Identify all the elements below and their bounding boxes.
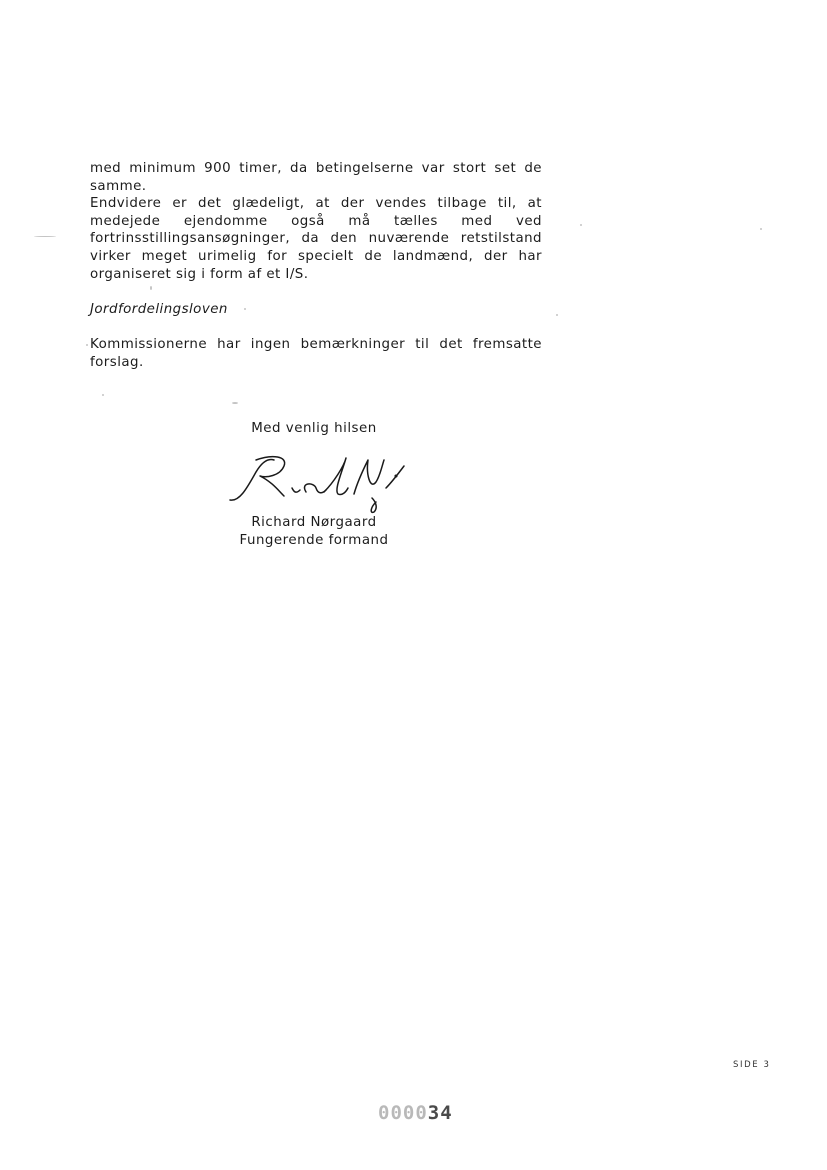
archive-stamp-number bbox=[378, 1102, 453, 1124]
stamp-digits-faded: 0000 bbox=[378, 1102, 428, 1124]
handwritten-signature bbox=[226, 452, 408, 514]
scan-speck bbox=[760, 228, 762, 230]
spacer bbox=[90, 283, 542, 301]
scan-speck bbox=[580, 224, 582, 226]
scan-speck bbox=[34, 236, 56, 237]
scan-speck bbox=[86, 344, 88, 346]
section-paragraph: Kommissionerne har ingen bemærkninger til det fremsatte forslag. bbox=[90, 336, 542, 370]
page-number: SIDE 3 bbox=[733, 1060, 771, 1070]
signer-block bbox=[200, 514, 428, 549]
signer-title: Fungerende formand bbox=[239, 532, 389, 548]
stamp-digits-dark: 34 bbox=[427, 1102, 453, 1124]
letter-body bbox=[90, 160, 542, 371]
scan-speck bbox=[150, 286, 152, 290]
section-heading: Jordfordelingsloven bbox=[90, 301, 228, 317]
closing-greeting: Med venlig hilsen bbox=[251, 421, 377, 436]
spacer bbox=[90, 318, 542, 336]
body-paragraph-1: med minimum 900 timer, da betingelserne var stort set de samme. bbox=[90, 161, 542, 194]
scan-speck bbox=[102, 394, 104, 396]
signer-name: Richard Nørgaard bbox=[251, 515, 377, 530]
scan-speck bbox=[232, 402, 238, 404]
body-paragraph-2: Endvidere er det glædeligt, at der vendes tilbage til, at medejede ejendomme også må tælles med ved fortrinsstillingsansøgninger, da den nuværende retstilstand virker meget urimelig for specielt de landmænd, der har organiseret sig i form af et I/S. bbox=[90, 196, 542, 282]
scan-speck bbox=[556, 314, 558, 316]
scan-speck bbox=[244, 308, 246, 310]
